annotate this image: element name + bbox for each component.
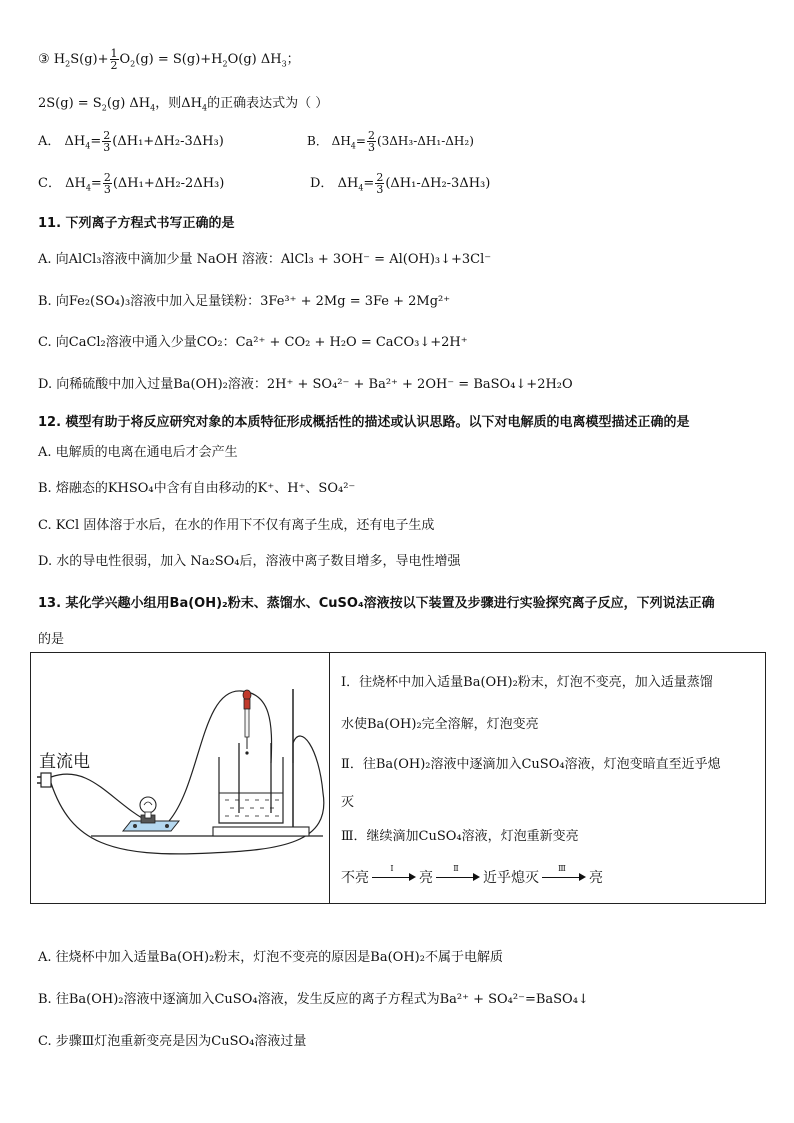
q10-option-b[interactable]: B． $\Delta H_4=$ $\frac{2}{3}$ (3ΔH₃-ΔH₁-ΔH₂)	[307, 129, 474, 154]
wire-top	[51, 774, 151, 823]
state-relit: 亮	[589, 870, 603, 886]
q11-stem: 11. 下列离子方程式书写正确的是	[38, 216, 235, 231]
q13-stem: 13. 某化学兴趣小组用Ba(OH)₂粉末、蒸馏水、CuSO₄溶液按以下装置及步骤进行实验探究离子反应，下列说法正确	[38, 596, 715, 611]
q11-option-c[interactable]: C. 向CaCl₂溶液中通入少量CO₂：Ca²⁺ + CO₂ + H₂O = CaCO₃↓+2H⁺	[38, 335, 468, 350]
q10-equation-3: ③ $H_2S(g)+$ $\frac{1}{2}$ $O_2(g) = S(g)+H_2O(g)$ $\Delta H_3$；	[38, 47, 300, 72]
dc-power-label: 直流电	[39, 752, 90, 772]
q10-option-d[interactable]: D． $\Delta H_4=$ $\frac{2}{3}$ (ΔH₁-ΔH₂-3ΔH₃)	[310, 171, 491, 196]
q11-option-b[interactable]: B. 向Fe₂(SO₄)₃溶液中加入足量镁粉：3Fe³⁺ + 2Mg = 3Fe + 2Mg²⁺	[38, 294, 451, 309]
dropper-icon	[243, 690, 251, 755]
step-2-line-1: Ⅱ．往Ba(OH)₂溶液中逐滴加入CuSO₄溶液，灯泡变暗直至近乎熄	[341, 757, 721, 772]
state-lit: 亮	[419, 870, 433, 886]
half-fraction: $\frac{1}{2}$	[110, 47, 118, 72]
q10-option-a[interactable]: A． $\Delta H_4=$ $\frac{2}{3}$ (ΔH₁+ΔH₂-3ΔH₃)	[38, 129, 224, 154]
two-thirds-fraction: $\frac{2}{3}$	[367, 129, 375, 154]
arrow-step-2: Ⅱ	[436, 871, 480, 883]
apparatus-diagram	[31, 653, 329, 903]
two-thirds-fraction: $\frac{2}{3}$	[103, 171, 111, 196]
q13-option-b[interactable]: B. 往Ba(OH)₂溶液中逐滴加入CuSO₄溶液，发生反应的离子方程式为Ba²⁺ + SO₄²⁻=BaSO₄↓	[38, 992, 589, 1007]
q12-option-d[interactable]: D. 水的导电性很弱，加入 Na₂SO₄后，溶液中离子数目增多，导电性增强	[38, 554, 461, 569]
two-thirds-fraction: $\frac{2}{3}$	[103, 129, 111, 154]
q13-option-c[interactable]: C. 步骤Ⅲ灯泡重新变亮是因为CuSO₄溶液过量	[38, 1034, 307, 1049]
state-nearly-off: 近乎熄灭	[483, 870, 539, 886]
q13-stem-continued: 的是	[38, 632, 65, 647]
arrow-step-1: Ⅰ	[372, 871, 416, 883]
step-1-line-1: Ⅰ．往烧杯中加入适量Ba(OH)₂粉末，灯泡不变亮，加入适量蒸馏	[341, 675, 713, 690]
q11-option-a[interactable]: A. 向AlCl₃溶液中滴加少量 NaOH 溶液：AlCl₃ + 3OH⁻ = Al(OH)₃↓+3Cl⁻	[38, 252, 492, 267]
step-2-line-2: 灭	[341, 795, 355, 810]
beaker	[219, 757, 283, 823]
q12-option-b[interactable]: B. 熔融态的KHSO₄中含有自由移动的K⁺、H⁺、SO₄²⁻	[38, 481, 356, 496]
q10-option-c[interactable]: C． $\Delta H_4=$ $\frac{2}{3}$ (ΔH₁+ΔH₂-2ΔH₃)	[38, 171, 225, 196]
wire-lamp-to-electrode	[169, 691, 272, 821]
plug-icon	[37, 773, 51, 787]
q12-stem: 12. 模型有助于将反应研究对象的本质特征形成概括性的描述或认识思路。以下对电解质的电离模型描述正确的是	[38, 415, 690, 430]
arrow-step-3: Ⅲ	[542, 871, 586, 883]
q12-option-c[interactable]: C. KCl 固体溶于水后，在水的作用下不仅有离子生成，还有电子生成	[38, 518, 435, 533]
q12-option-a[interactable]: A. 电解质的电离在通电后才会产生	[38, 445, 238, 460]
experiment-table	[30, 652, 766, 904]
state-unlit: 不亮	[341, 870, 369, 886]
q11-option-d[interactable]: D. 向稀硫酸中加入过量Ba(OH)₂溶液：2H⁺ + SO₄²⁻ + Ba²⁺ + 2OH⁻ = BaSO₄↓+2H₂O	[38, 377, 573, 392]
table-divider	[329, 653, 330, 903]
two-thirds-fraction: $\frac{2}{3}$	[376, 171, 384, 196]
q13-option-a[interactable]: A. 往烧杯中加入适量Ba(OH)₂粉末，灯泡不变亮的原因是Ba(OH)₂不属于电解质	[38, 950, 503, 965]
q10-stem-line: $2S(g) = S_2(g)$ $\Delta H_4$，则$\Delta H_4$的正确表达式为（ ）	[38, 96, 329, 113]
step-3: Ⅲ．继续滴加CuSO₄溶液，灯泡重新变亮	[341, 829, 579, 844]
stand-base	[213, 827, 309, 836]
observation-sequence	[341, 864, 603, 887]
step-1-line-2: 水使Ba(OH)₂完全溶解，灯泡变亮	[341, 717, 539, 732]
